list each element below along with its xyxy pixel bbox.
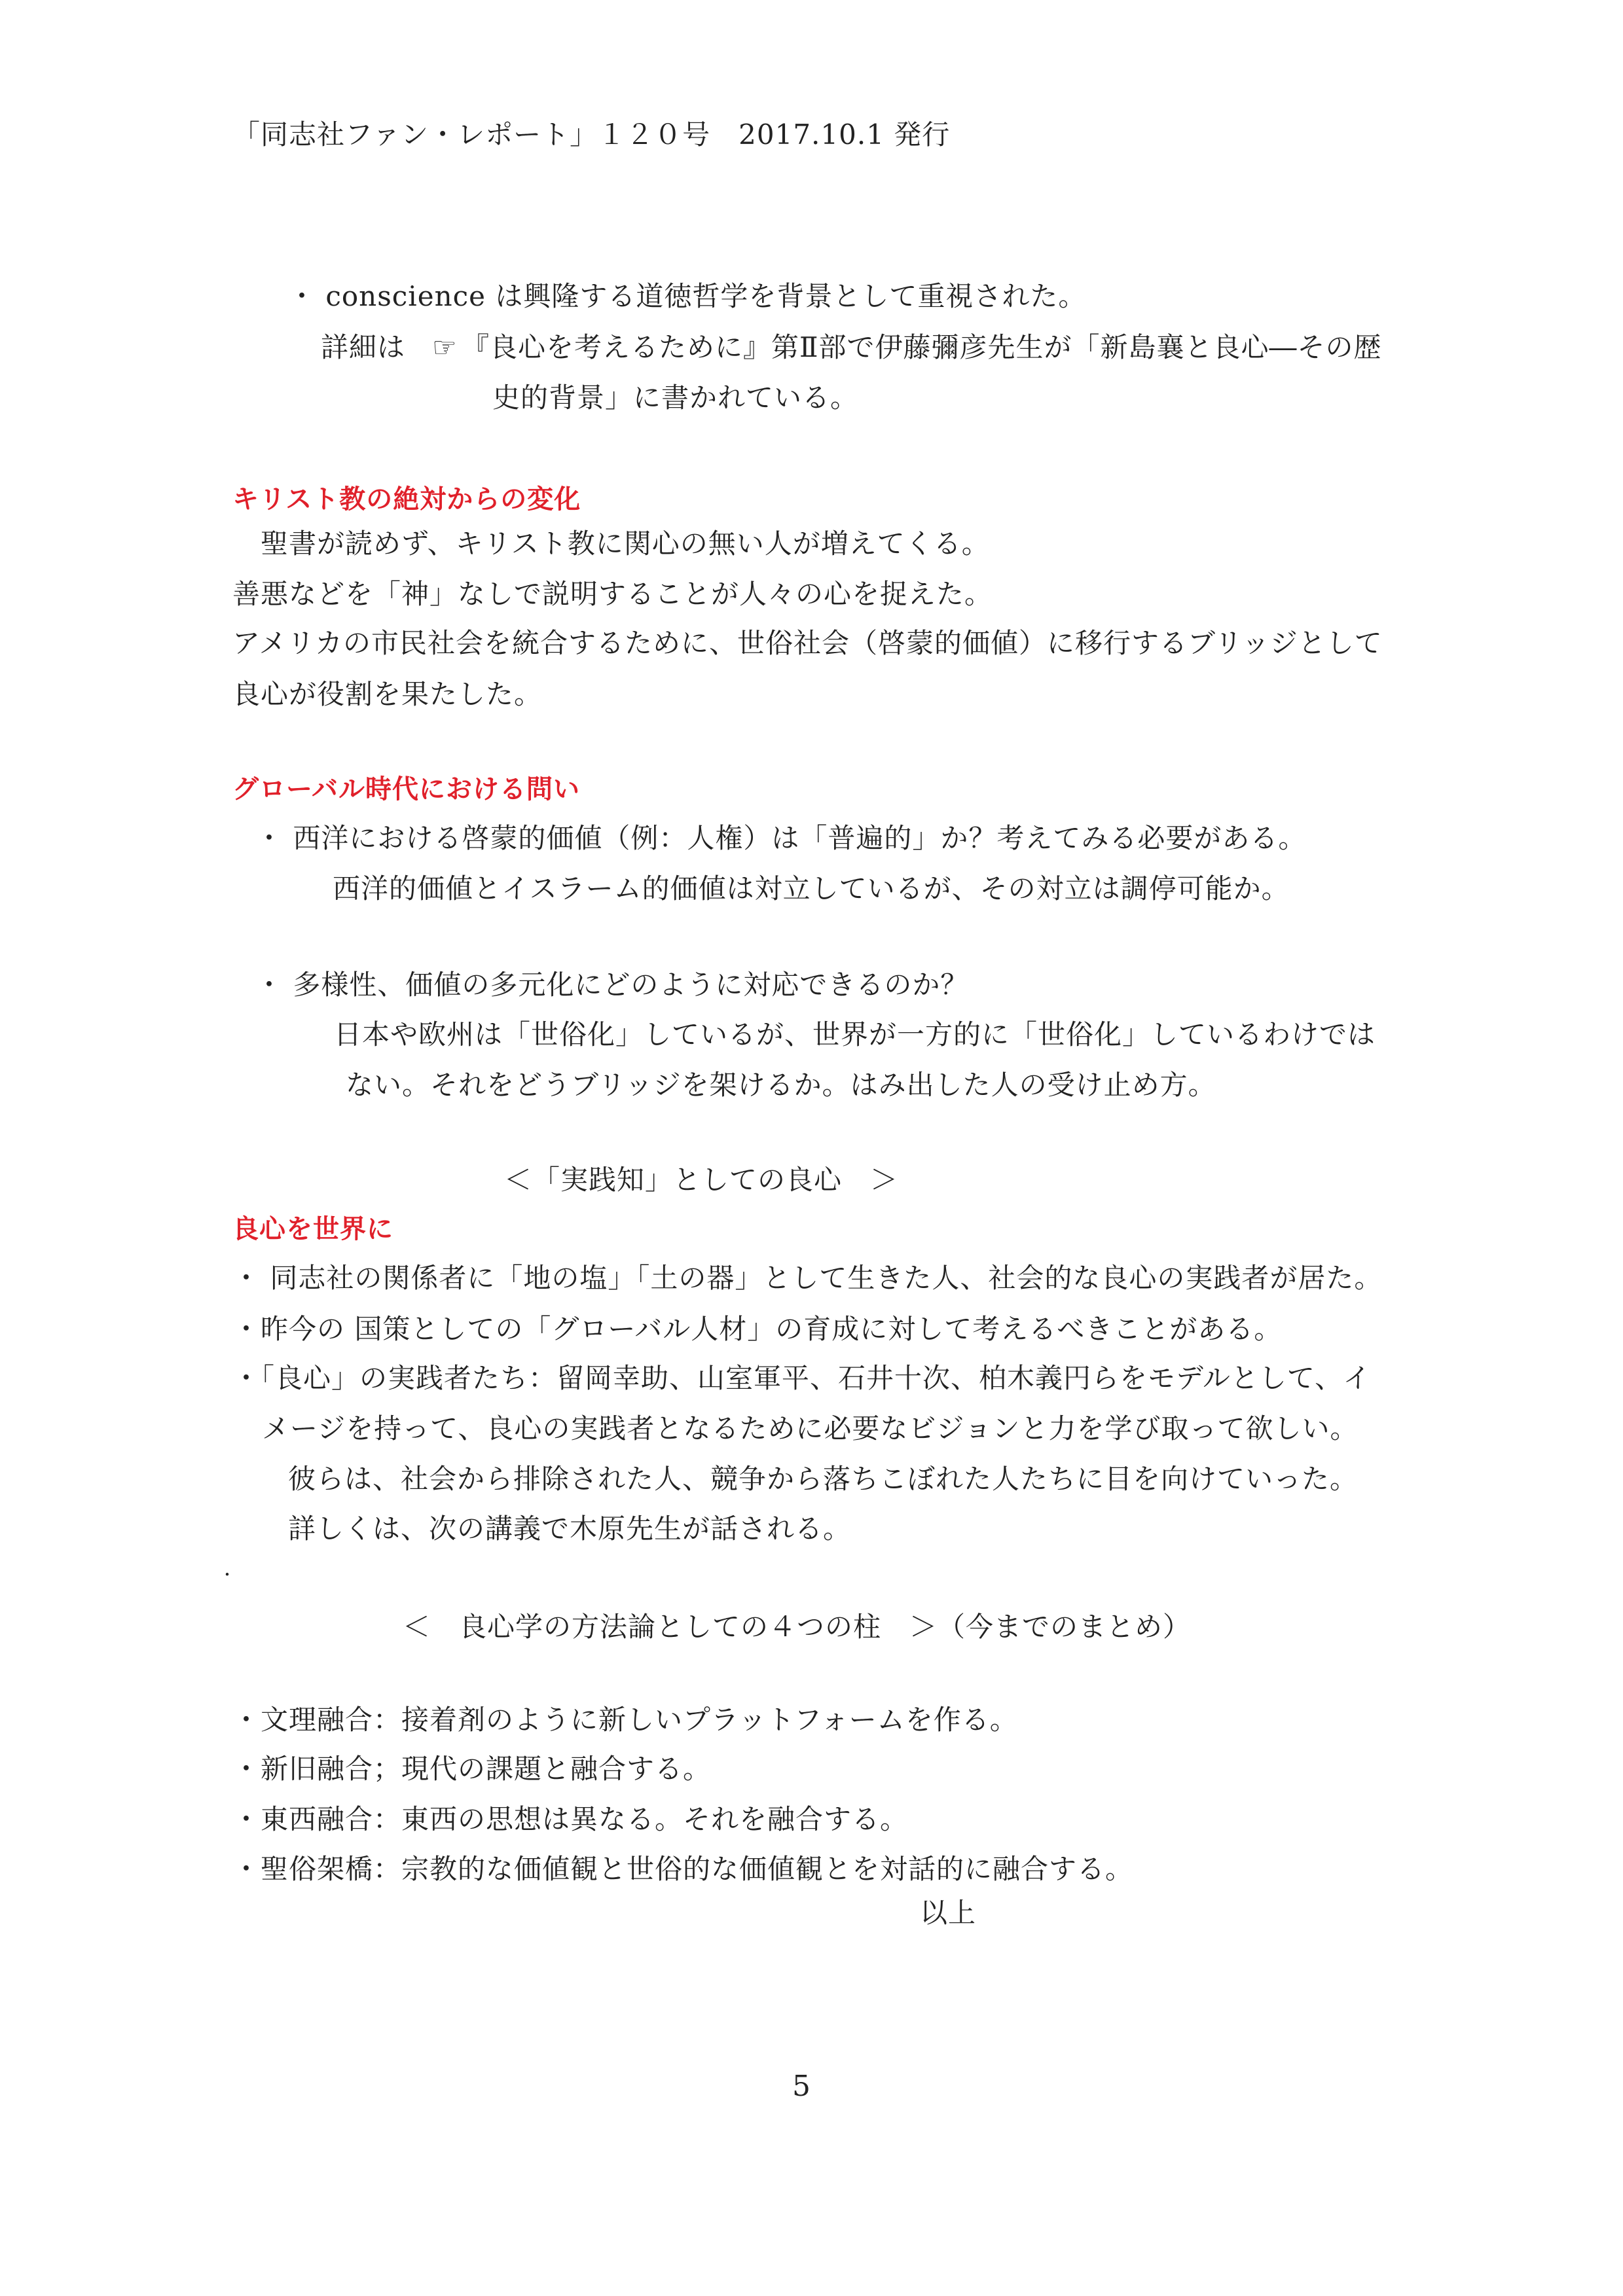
intro-detail-label: 詳細は [321, 331, 406, 363]
intro-detail-line2: 史的背景」に書かれている。 [492, 382, 859, 414]
section3-line: 詳しくは、次の講義で木原先生が話される。 [288, 1513, 852, 1545]
section3-line: ・昨今の 国策としての「グローバル人材」の育成に対して考えるべきことがある。 [232, 1313, 1283, 1345]
section-heading-conscience-to-world: 良心を世界に [232, 1214, 393, 1244]
section2-bullet1: ・ 西洋における啓蒙的価値（例：人権）は「普遍的」か？考えてみる必要がある。 [255, 822, 1307, 854]
intro-bullet: ・ conscience は興隆する道徳哲学を背景として重視された。 [288, 280, 1087, 312]
document-header: 「同志社ファン・レポート」１２０号 2017.10.1 発行 [232, 118, 951, 151]
section3-line: ・「良心」の実践者たち：留岡幸助、山室軍平、石井十次、柏木義円らをモデルとして、イ [232, 1362, 1372, 1394]
stray-dot: ・ [219, 1566, 236, 1584]
section1-line: アメリカの市民社会を統合するために、世俗社会（啓蒙的価値）に移行するブリッジとして [232, 627, 1383, 659]
subtitle-four-pillars: ＜ 良心学の方法論としての４つの柱 ＞（今までのまとめ） [403, 1611, 1192, 1643]
section2-bullet1-sub: 西洋的価値とイスラーム的価値は対立しているが、その対立は調停可能か。 [333, 872, 1290, 905]
section-heading-global-era: グローバル時代における問い [232, 774, 580, 804]
section1-line: 良心が役割を果たした。 [232, 678, 543, 710]
pillar-item: ・東西融合：東西の思想は異なる。それを融合する。 [232, 1803, 909, 1835]
section3-line: ・ 同志社の関係者に「地の塩」「土の器」として生きた人、社会的な良心の実践者が居た。 [232, 1262, 1383, 1294]
section-heading-christianity: キリスト教の絶対からの変化 [232, 484, 581, 514]
section1-line: 聖書が読めず、キリスト教に関心の無い人が増えてくる。 [232, 528, 990, 560]
section2-bullet2-sub1: 日本や欧州は「世俗化」しているが、世界が一方的に「世俗化」しているわけでは [334, 1018, 1376, 1050]
section2-bullet2: ・ 多様性、価値の多元化にどのように対応できるのか？ [255, 969, 969, 1001]
section3-line: 彼らは、社会から排除された人、競争から落ちこぼれた人たちに目を向けていった。 [288, 1463, 1359, 1495]
pillar-item: ・新旧融合；現代の課題と融合する。 [232, 1753, 712, 1785]
section1-line: 善悪などを「神」なしで説明することが人々の心を捉えた。 [232, 578, 993, 610]
section3-line: メージを持って、良心の実践者となるために必要なビジョンと力を学び取って欲しい。 [262, 1412, 1359, 1444]
pointing-hand-icon: ☞ [432, 331, 458, 363]
pillar-item: ・文理融合：接着剤のように新しいプラットフォームを作る。 [232, 1704, 1018, 1736]
closing-text: 以上 [920, 1897, 977, 1929]
page-number: 5 [792, 2070, 811, 2103]
section2-bullet2-sub2: ない。それをどうブリッジを架けるか。はみ出した人の受け止め方。 [346, 1069, 1216, 1101]
pillar-item: ・聖俗架橋：宗教的な価値観と世俗的な価値観とを対話的に融合する。 [232, 1853, 1134, 1885]
intro-detail-line1: 『良心を考えるために』第Ⅱ部で伊藤彌彦先生が「新島襄と良心―その歴 [462, 331, 1382, 363]
subtitle-practical-wisdom: ＜「実践知」としての良心 ＞ [504, 1164, 899, 1196]
